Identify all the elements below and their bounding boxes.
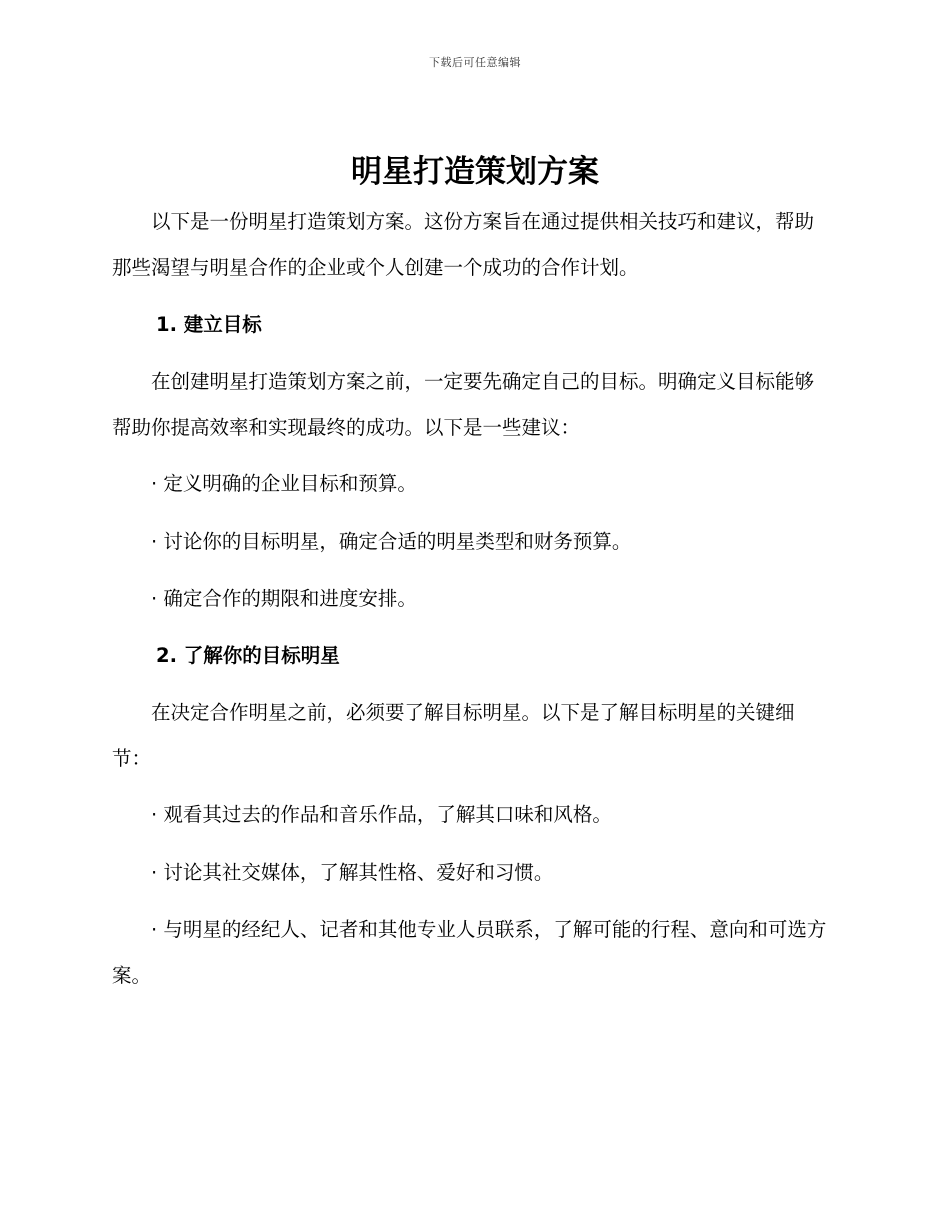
intro-paragraph: 以下是一份明星打造策划方案。这份方案旨在通过提供相关技巧和建议，帮助那些渴望与明星合作的企业或个人创建一个成功的合作计划。 (112, 210, 815, 279)
section-2-paragraph: 在决定合作明星之前，必须要了解目标明星。以下是了解目标明星的关键细节： (112, 701, 795, 770)
section-1-bullet-3: · 确定合作的期限和进度安排。 (151, 587, 417, 610)
section-heading-2: 2. 了解你的目标明星 (156, 644, 340, 667)
section-heading-1: 1. 建立目标 (156, 313, 262, 336)
section-1-bullet-2: · 讨论你的目标明星，确定合适的明星类型和财务预算。 (151, 530, 632, 553)
section-2-bullet-1: · 观看其过去的作品和音乐作品，了解其口味和风格。 (151, 803, 612, 826)
document-title: 明星打造策划方案 (351, 154, 599, 190)
section-1-paragraph: 在创建明星打造策划方案之前，一定要先确定自己的目标。明确定义目标能够帮助你提高效率和实现最终的成功。以下是一些建议： (112, 370, 815, 439)
section-2-bullet-2: · 讨论其社交媒体，了解其性格、爱好和习惯。 (151, 861, 554, 884)
header-note: 下载后可任意编辑 (429, 56, 521, 69)
section-1-bullet-1: · 定义明确的企业目标和预算。 (151, 472, 417, 495)
section-2-bullet-3: · 与明星的经纪人、记者和其他专业人员联系，了解可能的行程、意向和可选方案。 (112, 918, 827, 987)
